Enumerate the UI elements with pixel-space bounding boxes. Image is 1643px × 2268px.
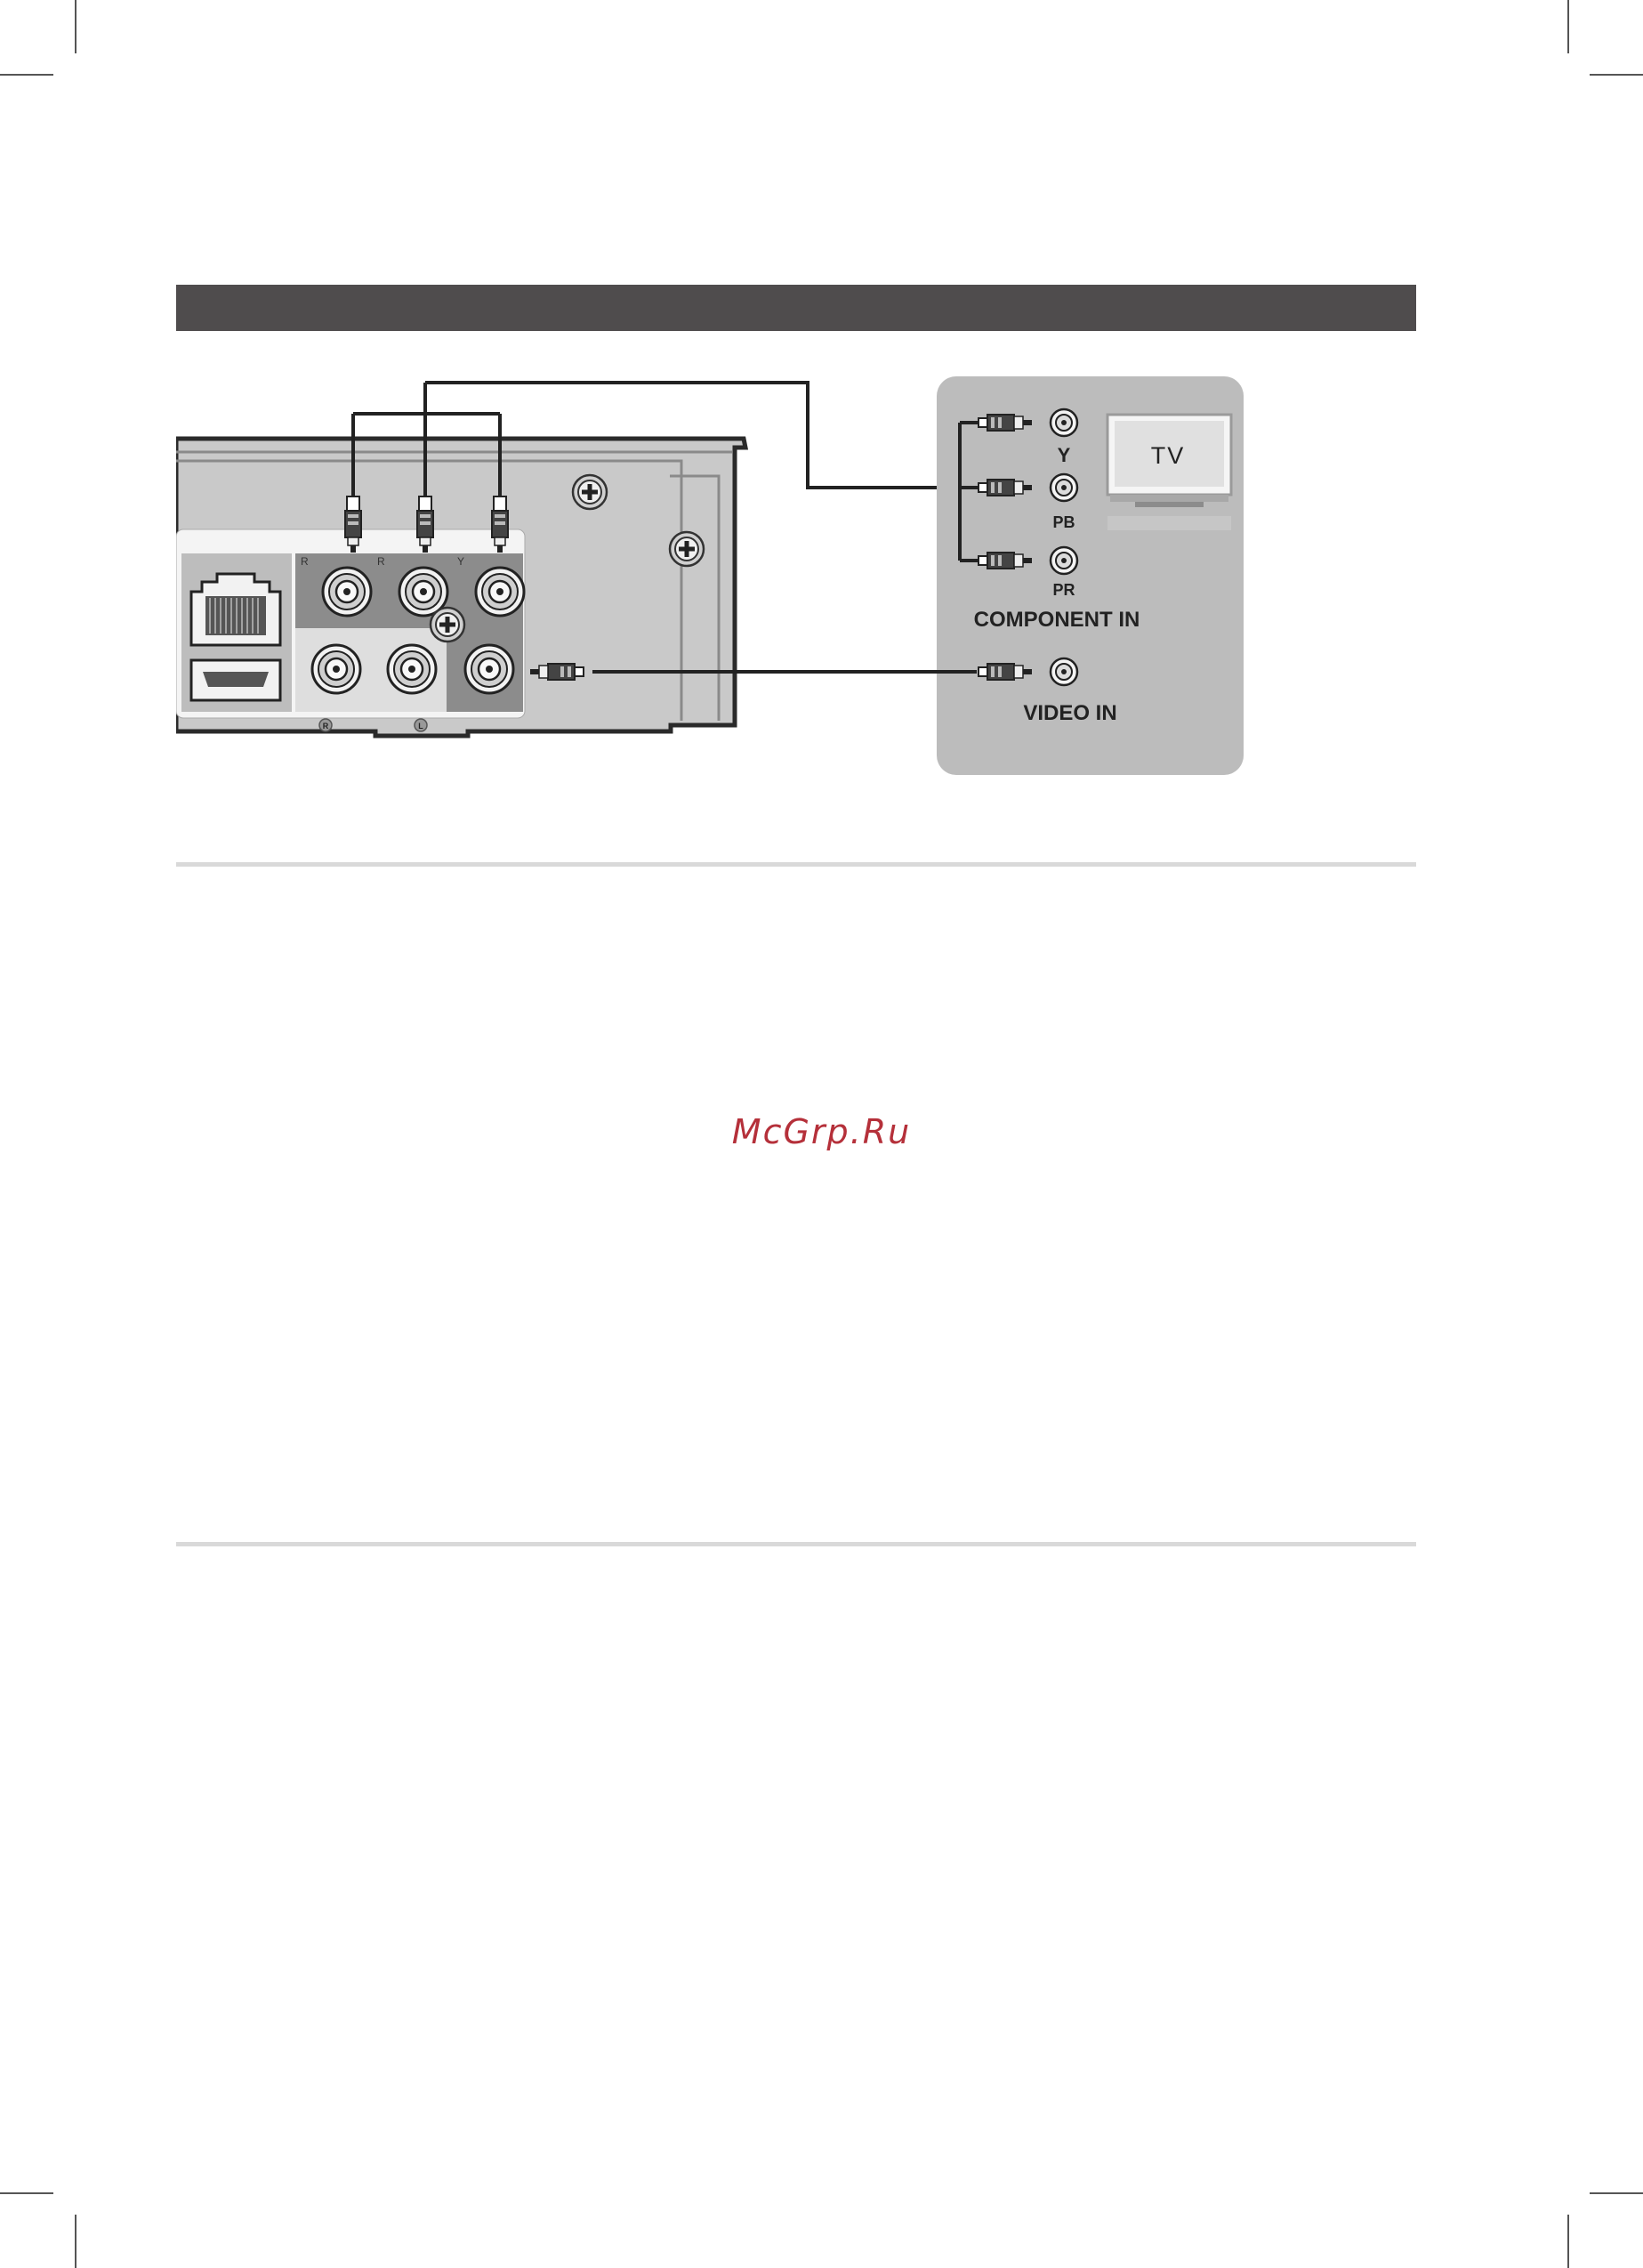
crop-mark bbox=[1590, 74, 1643, 76]
crop-mark bbox=[75, 0, 77, 53]
rca-plug-icon bbox=[417, 496, 433, 553]
video-in-label: VIDEO IN bbox=[1023, 701, 1117, 725]
jack-label: Y bbox=[1057, 444, 1071, 466]
jack-label: R bbox=[377, 555, 385, 568]
rca-jack-icon bbox=[465, 645, 513, 693]
section-divider bbox=[176, 862, 1416, 867]
connection-diagram bbox=[176, 347, 1416, 792]
tv-input-panel bbox=[937, 376, 1244, 775]
watermark: McGrp.Ru bbox=[731, 1112, 912, 1151]
section-header-bar bbox=[176, 285, 1416, 331]
player-rear-panel bbox=[176, 439, 745, 736]
crop-mark bbox=[0, 2192, 53, 2194]
rca-jack-icon bbox=[1051, 658, 1077, 685]
component-in-label: COMPONENT IN bbox=[973, 608, 1140, 632]
jack-label: R bbox=[322, 722, 329, 730]
jack-label: PB bbox=[1052, 513, 1075, 531]
rca-jack-icon bbox=[388, 645, 436, 693]
rca-jack-icon bbox=[1051, 547, 1077, 574]
crop-mark bbox=[0, 74, 53, 76]
jack-label: Y bbox=[457, 555, 465, 568]
rca-jack-icon bbox=[312, 645, 360, 693]
screw-icon bbox=[431, 608, 464, 642]
tv-label: TV bbox=[1150, 442, 1186, 469]
section-divider bbox=[176, 1542, 1416, 1546]
rca-jack-icon bbox=[1051, 409, 1077, 436]
jack-label: L bbox=[418, 722, 423, 730]
jack-label: PR bbox=[1052, 581, 1075, 599]
crop-mark bbox=[1590, 2192, 1643, 2194]
rca-jack-icon bbox=[476, 568, 524, 616]
rj45-port-icon bbox=[191, 574, 280, 645]
rca-plug-icon bbox=[345, 496, 361, 553]
crop-mark bbox=[75, 2215, 77, 2268]
screw-icon bbox=[573, 475, 607, 509]
rca-jack-icon bbox=[1051, 474, 1077, 501]
rca-jack-icon bbox=[323, 568, 371, 616]
crop-mark bbox=[1567, 2215, 1569, 2268]
rca-plug-icon bbox=[492, 496, 508, 553]
jack-label: R bbox=[301, 555, 309, 568]
crop-mark bbox=[1567, 0, 1569, 53]
hdmi-port-icon bbox=[191, 660, 280, 700]
screw-icon bbox=[670, 532, 704, 566]
